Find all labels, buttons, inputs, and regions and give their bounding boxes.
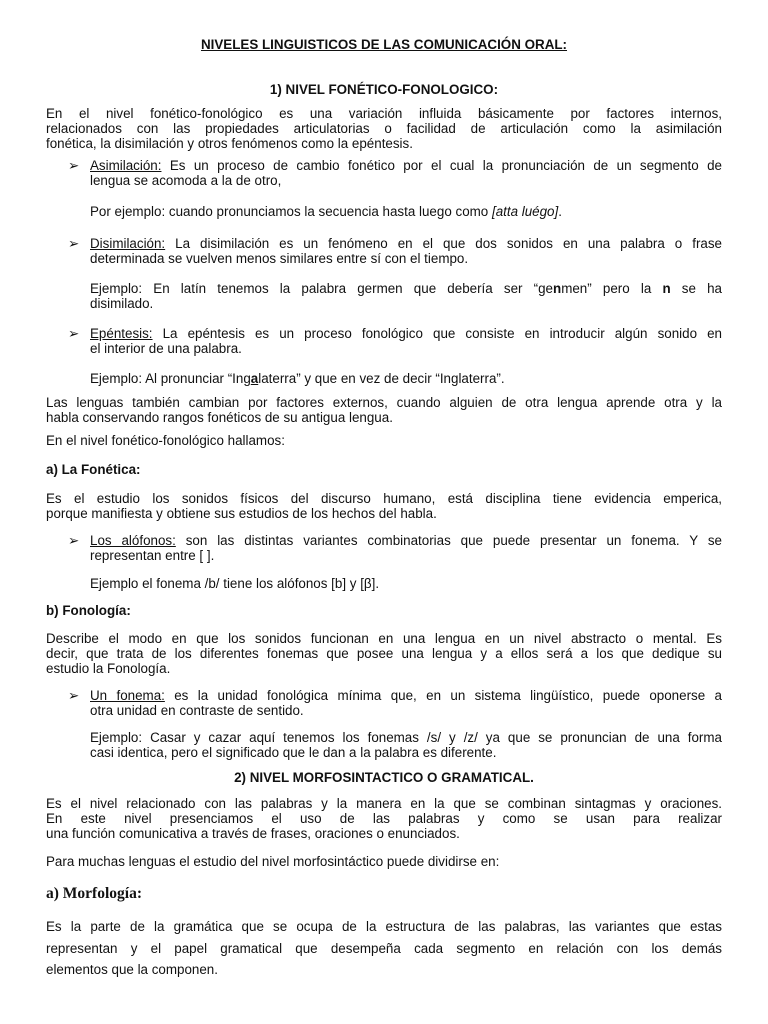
bullet-asimilacion: Asimilación: Es un proceso de cambio fonético por el cual la pronunciación de un segmento de lengua se acomoda a la de otro, <box>90 158 722 188</box>
bullet-arrow-icon: ➢ <box>68 326 80 341</box>
example-alofonos: Ejemplo el fonema /b/ tiene los alófonos [b] y [β]. <box>90 576 380 591</box>
intro-line: fonética, la disimilación y otros fenómenos como la epéntesis. <box>46 136 413 151</box>
section-1-heading: 1) NIVEL FONÉTICO-FONOLOGICO: <box>269 82 499 97</box>
fonetica-heading: a) La Fonética: <box>46 462 141 477</box>
bullet-arrow-icon: ➢ <box>68 533 80 548</box>
hallamos-line: En el nivel fonético-fonológico hallamos: <box>46 433 285 448</box>
term-fonema: Un fonema: <box>90 688 165 703</box>
bullet-arrow-icon: ➢ <box>68 236 80 251</box>
bullet-alofonos: Los alófonos: son las distintas variantes combinatorias que puede presentar un fonema. Y se representan entre [ ]. <box>90 533 722 563</box>
document-title: NIVELES LINGUISTICOS DE LAS COMUNICACIÓN ORAL: <box>200 37 568 52</box>
fonologia-heading: b) Fonología: <box>46 603 131 618</box>
intro-line: relacionados con las propiedades articulatorias o facilidad de articulación como la asimilación <box>46 121 722 136</box>
bullet-arrow-icon: ➢ <box>68 158 80 173</box>
term-epentesis: Epéntesis: <box>90 326 153 341</box>
bullet-line: lengua se acomoda a la de otro, <box>90 173 282 188</box>
external-factors-paragraph: Las lenguas también cambian por factores externos, cuando alguien de otra lengua aprende otra y la habla conservando rangos fonéticos de su antigua lengua. <box>46 395 722 425</box>
morfologia-text: Es la parte de la gramática que se ocupa de la estructura de las palabras, las variantes que estas representan y el papel gramatical que desempeña cada segmento en relación con los demás elementos que la componen. <box>46 919 722 977</box>
bullet-epentesis: Epéntesis: La epéntesis es un proceso fonológico que consiste en introducir algún sonido en el interior de una palabra. <box>90 326 722 356</box>
bullet-line: determinada se vuelven menos similares entre sí con el tiempo. <box>90 251 469 266</box>
bullet-disimilacion: Disimilación: La disimilación es un fenómeno en el que dos sonidos en una palabra o frase determinada se vuelven menos similares entre sí con el tiempo. <box>90 236 722 266</box>
example-asimilacion: Por ejemplo: cuando pronunciamos la secuencia hasta luego como [atta luégo]. <box>90 204 562 219</box>
section-2-intro: Es el nivel relacionado con las palabras y la manera en la que se combinan sintagmas y oraciones. En este nivel presenciamos el uso de las palabras y como se usan para realizar una función comunicativa a través de frases, oraciones o enunciados. <box>46 796 722 841</box>
bullet-line: el interior de una palabra. <box>90 341 242 356</box>
term-asimilacion: Asimilación: <box>90 158 162 173</box>
fonetica-text: Es el estudio los sonidos físicos del discurso humano, está disciplina tiene evidencia emperica, porque manifiesta y obtiene sus estudios de los hechos del habla. <box>46 491 722 521</box>
section-1-intro <box>46 106 722 151</box>
term-alofonos: Los alófonos: <box>90 533 176 548</box>
division-line: Para muchas lenguas el estudio del nivel morfosintáctico puede dividirse en: <box>46 854 500 869</box>
example-fonema: Ejemplo: Casar y cazar aquí tenemos los fonemas /s/ y /z/ ya que se pronuncian de una forma casi identica, pero el significado que le dan a la palabra es diferente. <box>90 730 722 760</box>
bullet-arrow-icon: ➢ <box>68 688 80 703</box>
fonologia-text: Describe el modo en que los sonidos funcionan en una lengua en un nivel abstracto o mental. Es decir, que trata de los diferentes fonemas que posee una lengua y a ellos será a los que dedique su estudio la Fonología. <box>46 631 722 676</box>
intro-line: En el nivel fonético-fonológico es una variación influida básicamente por factores internos, <box>46 106 722 121</box>
section-2-heading: 2) NIVEL MORFOSINTACTICO O GRAMATICAL. <box>234 770 534 785</box>
bullet-fonema: Un fonema: es la unidad fonológica mínima que, en un sistema lingüístico, puede oponerse a otra unidad en contraste de sentido. <box>90 688 722 718</box>
term-disimilacion: Disimilación: <box>90 236 166 251</box>
example-disimilacion: Ejemplo: En latín tenemos la palabra germen que debería ser “genmen” pero la n se ha disimilado. <box>90 281 722 311</box>
example-epentesis: Ejemplo: Al pronunciar “Ingalaterra” y que en vez de decir “Inglaterra”. <box>90 371 505 386</box>
morfologia-heading: a) Morfología: <box>46 885 142 902</box>
